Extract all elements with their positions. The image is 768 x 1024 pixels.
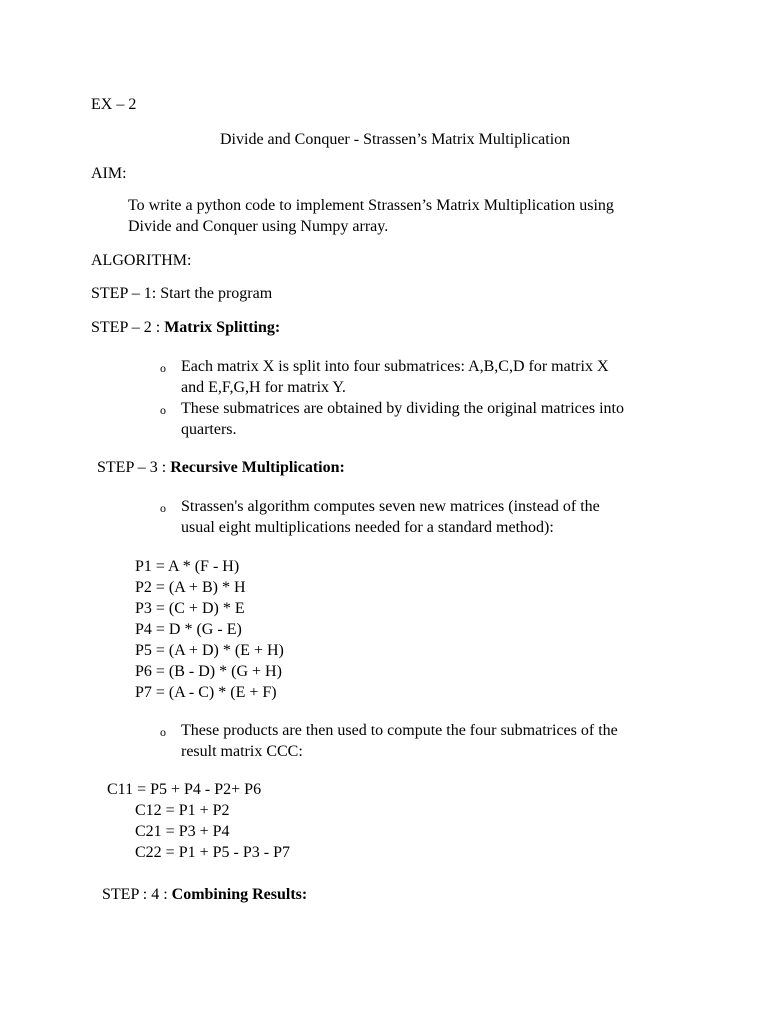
result-c12: C12 = P1 + P2 <box>135 802 230 819</box>
bullet-marker: o <box>160 403 166 417</box>
step-2-bullet-2-line-1: These submatrices are obtained by dividing the original matrices into <box>181 400 624 417</box>
step-4-prefix: STEP : 4 : <box>102 886 172 903</box>
product-p4: P4 = D * (G - E) <box>135 621 242 638</box>
step-2-bullet-1-line-2: and E,F,G,H for matrix Y. <box>181 379 346 396</box>
aim-line-2: Divide and Conquer using Numpy array. <box>128 218 389 235</box>
step-3-title: Recursive Multiplication: <box>170 459 345 476</box>
step-3-bullet-2-line-1: These products are then used to compute the four submatrices of the <box>181 722 618 739</box>
product-p5: P5 = (A + D) * (E + H) <box>135 642 284 659</box>
product-p2: P2 = (A + B) * H <box>135 579 246 596</box>
step-3-bullet-1-line-2: usual eight multiplications needed for a standard method): <box>181 519 554 536</box>
product-p3: P3 = (C + D) * E <box>135 600 245 617</box>
step-3-bullet-2-line-2: result matrix CCC: <box>181 743 303 760</box>
step-3-bullet-1-line-1: Strassen's algorithm computes seven new matrices (instead of the <box>181 498 600 515</box>
result-c22: C22 = P1 + P5 - P3 - P7 <box>135 844 290 861</box>
step-3-prefix: STEP – 3 : <box>97 459 171 476</box>
algorithm-heading: ALGORITHM: <box>91 252 192 269</box>
result-c11: C11 = P5 + P4 - P2+ P6 <box>107 781 262 798</box>
product-p6: P6 = (B - D) * (G + H) <box>135 663 282 680</box>
bullet-marker: o <box>160 361 166 375</box>
aim-line-1: To write a python code to implement Strassen’s Matrix Multiplication using <box>128 197 614 214</box>
page-title: Divide and Conquer - Strassen’s Matrix Multiplication <box>220 131 571 148</box>
step-2-title: Matrix Splitting: <box>164 319 281 336</box>
step-4-heading <box>102 884 307 905</box>
product-p1: P1 = A * (F - H) <box>135 558 240 575</box>
step-2-bullet-1-line-1: Each matrix X is split into four submatrices: A,B,C,D for matrix X <box>181 358 609 375</box>
step-3-heading <box>97 457 345 478</box>
bullet-marker: o <box>160 725 166 739</box>
step-1: STEP – 1: Start the program <box>91 285 273 302</box>
step-4-title: Combining Results: <box>171 886 308 903</box>
step-2-heading <box>91 317 280 338</box>
result-c21: C21 = P3 + P4 <box>135 823 230 840</box>
step-2-prefix: STEP – 2 : <box>91 319 165 336</box>
product-p7: P7 = (A - C) * (E + F) <box>135 684 277 701</box>
bullet-marker: o <box>160 501 166 515</box>
step-2-bullet-2-line-2: quarters. <box>181 421 237 438</box>
aim-heading: AIM: <box>91 165 127 182</box>
exercise-label: EX – 2 <box>91 96 137 113</box>
